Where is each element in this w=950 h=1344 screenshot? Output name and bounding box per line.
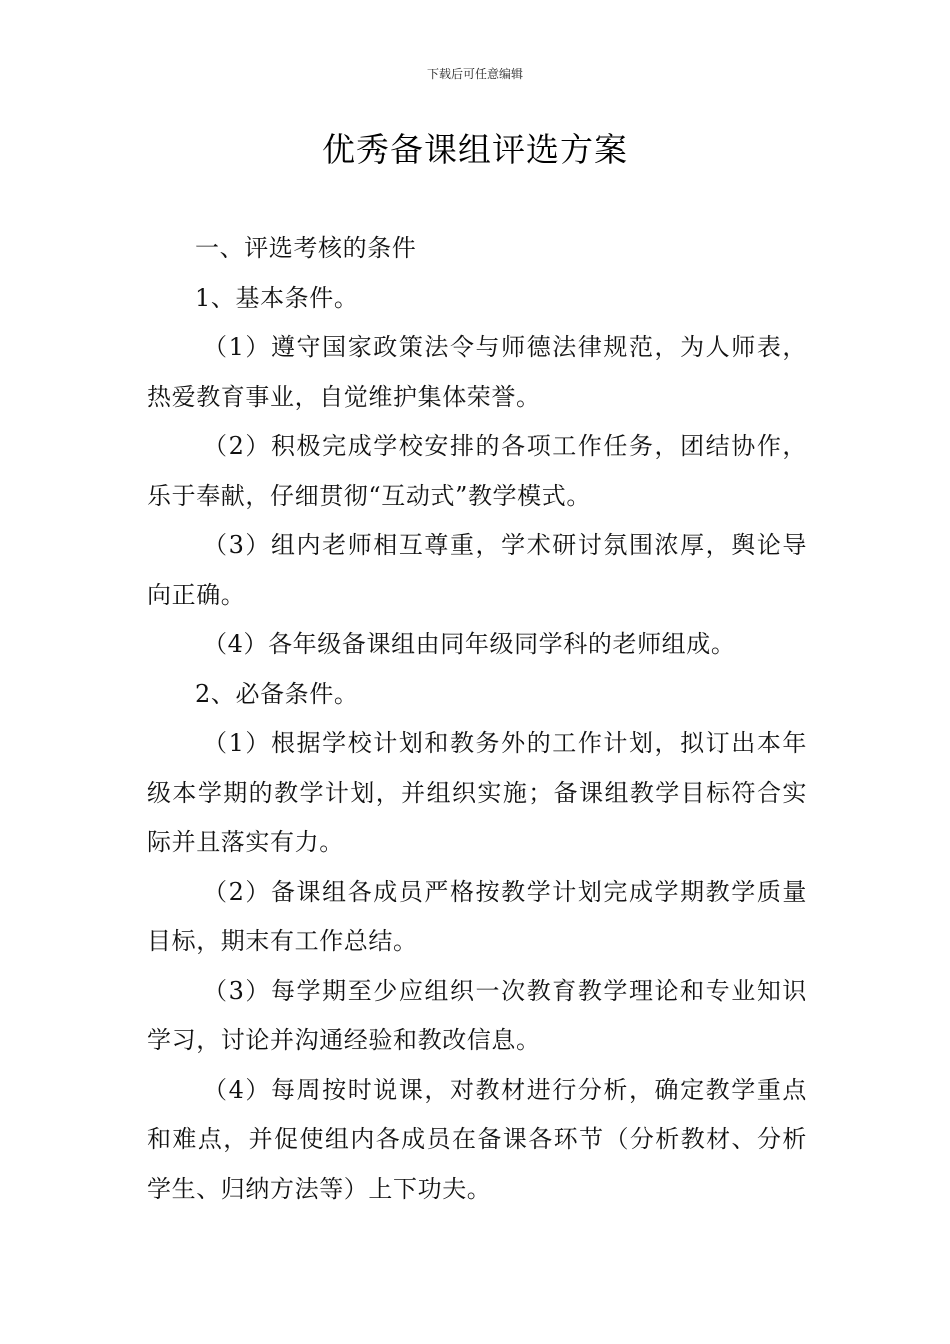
basic-condition-2: （2）积极完成学校安排的各项工作任务，团结协作，乐于奉献，仔细贯彻“互动式”教学模式。 (147, 432, 807, 510)
subsection-heading-required: 2、必备条件。 (195, 679, 359, 708)
document-body (147, 224, 807, 1214)
page-header-note: 下载后可任意编辑 (426, 67, 523, 81)
subsection-heading-basic: 1、基本条件。 (195, 283, 359, 312)
required-condition-1: （1）根据学校计划和教务外的工作计划，拟订出本年级本学期的教学计划，并组织实施；备课组教学目标符合实际并且落实有力。 (147, 729, 807, 856)
required-condition-3: （3）每学期至少应组织一次教育教学理论和专业知识学习，讨论并沟通经验和教改信息。 (147, 976, 807, 1054)
basic-condition-4: （4）各年级备课组由同年级同学科的老师组成。 (203, 630, 736, 658)
basic-condition-1: （1）遵守国家政策法令与师德法律规范，为人师表，热爱教育事业，自觉维护集体荣誉。 (147, 333, 807, 411)
required-condition-2: （2）备课组各成员严格按教学计划完成学期教学质量目标，期末有工作总结。 (147, 877, 807, 955)
required-condition-4: （4）每周按时说课，对教材进行分析，确定教学重点和难点，并促使组内各成员在备课各环节（分析教材、分析学生、归纳方法等）上下功夫。 (147, 1075, 807, 1203)
document-title: 优秀备课组评选方案 (322, 130, 628, 169)
section-heading-conditions: 一、评选考核的条件 (195, 234, 417, 262)
basic-condition-3: （3）组内老师相互尊重，学术研讨氛围浓厚，舆论导向正确。 (147, 531, 807, 609)
